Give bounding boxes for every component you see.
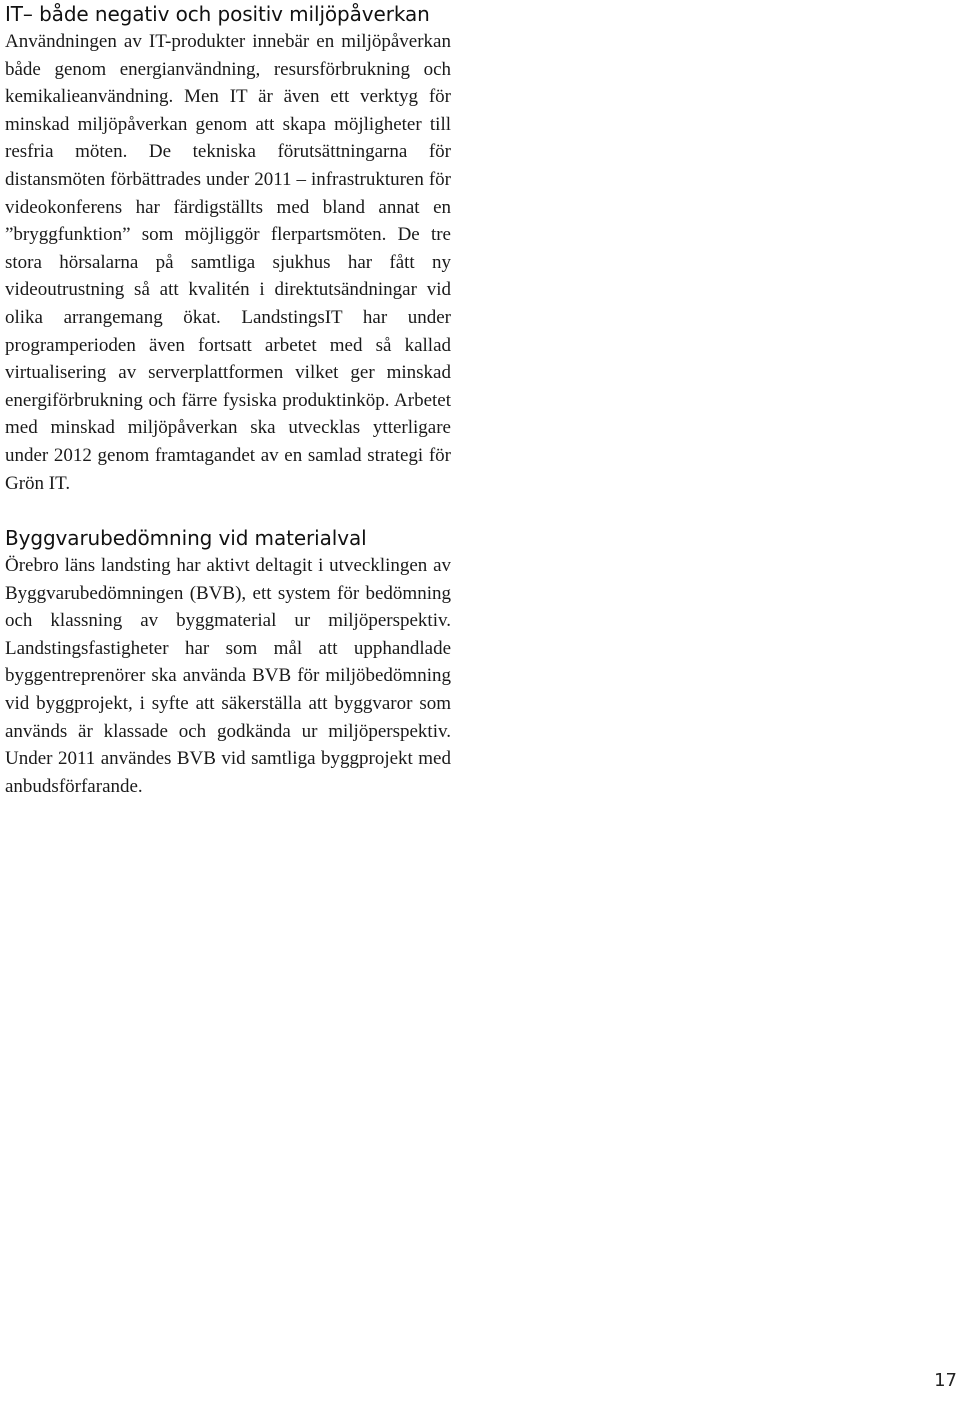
section-heading-building-materials: Byggvarubedömning vid materialval — [5, 526, 367, 551]
section-body-building-materials: Örebro läns landsting har aktivt deltagit i utvecklingen av Byggvarubedömningen (BVB), ett system för bedömning och klassning av byggmaterial ur miljöperspektiv. Landstingsfastigheter har som mål att upphandlade byggentreprenörer ska använda BVB för miljöbedömning vid byggprojekt, i syfte att säkerställa att byggvaror som används är klassade och godkända ur miljöperspektiv. Under 2011 användes BVB vid samtliga byggprojekt med anbudsförfarande. — [5, 555, 451, 797]
section-heading-green-it: IT– både negativ och positiv miljöpåverkan — [5, 2, 430, 26]
section-body-green-it: Användningen av IT-produkter innebär en miljöpåverkan både genom energianvändning, resursförbrukning och kemikalieanvändning. Men IT är även ett verktyg för minskad miljöpåverkan genom att skapa möjligheter till resfria möten. De tekniska förutsättningarna för distansmöten förbättrades under 2011 – infrastrukturen för videokonferens har färdigställts med bland annat en ”bryggfunktion” som möjliggör flerpartsmöten. De tre stora hörsalarna på samtliga sjukhus har fått ny videoutrustning så att kvalitén i direktutsändningar vid olika arrangemang ökat. LandstingsIT har under programperioden även fortsatt arbetet med så kallad virtualisering av serverplattformen vilket ger minskad energiförbrukning och färre fysiska produktinköp. Arbetet med minskad miljöpåverkan ska utvecklas ytterligare under 2012 genom framtagandet av en samlad strategi för Grön IT. — [5, 31, 451, 494]
page-number: 17 — [934, 1370, 957, 1391]
text-column — [5, 0, 451, 800]
